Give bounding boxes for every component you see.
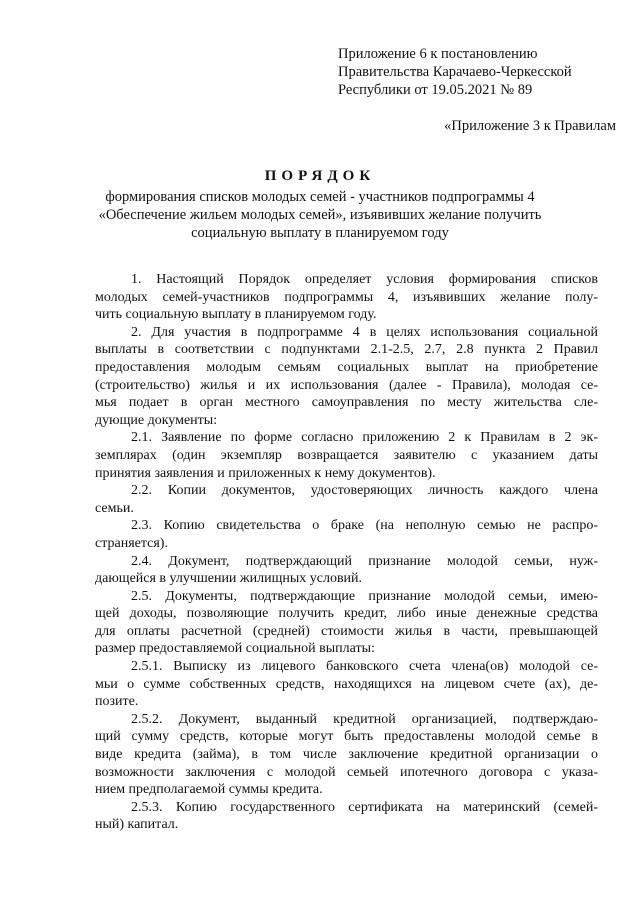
paragraph-line: 2.2. Копии документов, удостоверяющих личность каждого члена [131,483,598,499]
paragraph-line: принятия заявления и приложенных к нему документов). [95,465,436,481]
paragraph-line: 2.3. Копию свидетельства о браке (на неполную семью не распро- [131,518,598,534]
paragraph-line: возможности заключения с молодой семьей ипотечного договора с указа- [95,764,598,780]
paragraph-line: 2.5.3. Копию государственного сертификата на материнский (семей- [131,799,598,815]
paragraph-line: 2. Для участия в подпрограмме 4 в целях использования социальной [131,324,598,340]
paragraph [95,711,598,799]
paragraph-line: позите. [95,694,139,710]
paragraph-line: выплаты в соответствии с подпунктами 2.1-2.5, 2.7, 2.8 пункта 2 Правил [95,342,598,358]
paragraph [95,658,598,711]
paragraph-line: для оплаты расчетной (средней) стоимости жилья в части, превышающей [95,623,598,639]
paragraph [95,324,598,430]
annex-reference: «Приложение 3 к Правилам [444,118,616,134]
document-body [95,271,598,834]
paragraph-line: предоставления молодым семьям социальных выплат на приобретение [95,359,598,375]
paragraph-line: земплярах (один экземпляр возвращается заявителю с указанием даты [95,447,598,463]
approval-line: Приложение 6 к постановлению [338,46,538,62]
paragraph-line: 2.5. Документы, подтверждающие признание молодой семьи, имею- [131,588,598,604]
paragraph-line: 2.1. Заявление по форме согласно приложению 2 к Правилам в 2 эк- [131,430,598,446]
paragraph-line: 2.4. Документ, подтверждающий признание молодой семьи, нуж- [131,553,598,569]
approval-line: Республики от 19.05.2021 № 89 [338,82,533,98]
approval-block [338,45,618,99]
approval-line: Правительства Карачаево-Черкесской [338,64,572,80]
subtitle-line: социальную выплату в планируемом году [191,225,449,241]
paragraph [95,271,598,324]
document-subtitle [0,188,640,242]
paragraph-line: размер предоставляемой социальной выплаты: [95,641,375,657]
paragraph-line: дающейся в улучшении жилищных условий. [95,571,363,587]
document-title: ПОРЯДОК [264,168,376,184]
paragraph [95,482,598,517]
paragraph-line: мья подает в орган местного самоуправления по месту жительства сле- [95,395,598,411]
paragraph-line: (строительство) жилья и их использования (далее - Правила), молодая се- [95,377,598,393]
paragraph-line: 2.5.1. Выписку из лицевого банковского счета члена(ов) молодой се- [131,659,598,675]
paragraph-line: мьи о сумме собственных средств, находящихся на лицевом счете (ах), де- [95,676,598,692]
paragraph-line: щий сумму средств, которые могут быть предоставлены молодой семье в [95,729,598,745]
paragraph-line: щей доходы, позволяющие получить кредит, либо иные денежные средства [95,606,598,622]
paragraph-line: дующие документы: [95,412,218,428]
paragraph [95,429,598,482]
paragraph [95,799,598,834]
subtitle-line: формирования списков молодых семей - участников подпрограммы 4 [105,189,535,205]
paragraph-line: 2.5.2. Документ, выданный кредитной организацией, подтверждаю- [131,711,598,727]
paragraph-line: виде кредита (займа), в том числе заключение кредитной организации о [95,747,598,763]
paragraph [95,588,598,658]
paragraph-line: 1. Настоящий Порядок определяет условия формирования списков [131,272,598,287]
paragraph-line: нием предполагаемой суммы кредита. [95,782,323,798]
paragraph [95,553,598,588]
subtitle-line: «Обеспечение жильем молодых семей», изъявивших желание получить [98,207,542,223]
paragraph-line: молодых семей-участников подпрограммы 4, изъявивших желание полу- [95,289,598,305]
paragraph [95,517,598,552]
paragraph-line: чить социальную выплату в планируемом году. [95,307,377,323]
paragraph-line: страняется). [95,535,168,551]
paragraph-line: ный) капитал. [95,817,179,833]
paragraph-line: семьи. [95,500,134,516]
